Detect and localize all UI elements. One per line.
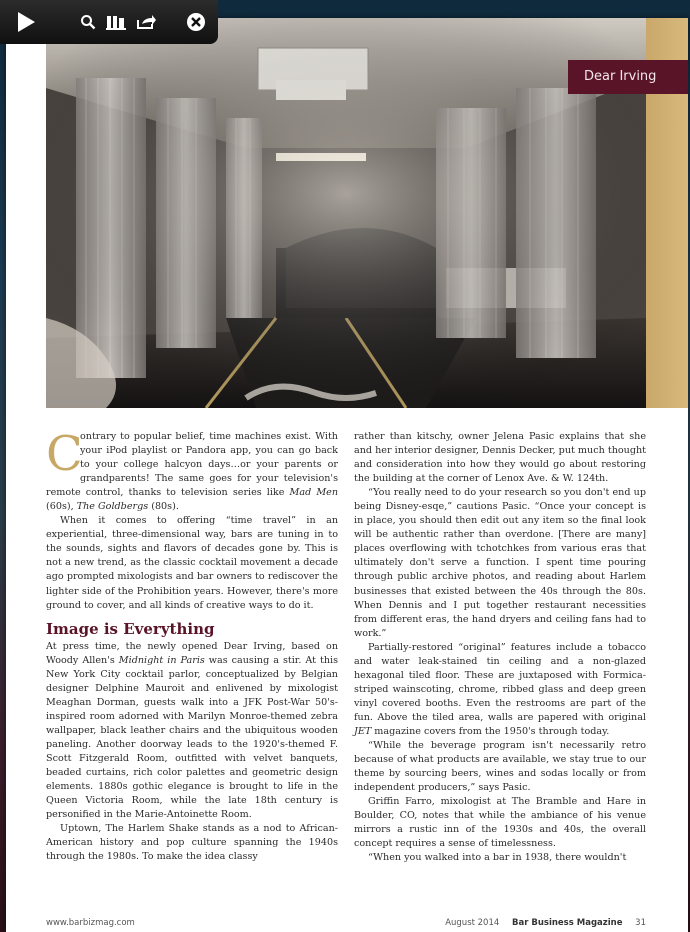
play-icon — [15, 10, 37, 34]
paragraph-right-5: Griffin Farro, mixologist at The Bramble and Hare in Boulder, CO, notes that while the ambiance of his venue mirrors a rustic inn of the 1930s and 40s, the overall concept requires a sense of timelessness. — [354, 796, 646, 850]
footer-issue-info — [445, 918, 646, 928]
share-button[interactable] — [132, 0, 160, 44]
reader-toolbar — [0, 0, 218, 44]
library-icon — [106, 14, 126, 30]
paragraph-right-6: “When you walked into a bar in 1938, there wouldn't — [368, 852, 627, 864]
page-number: 31 — [635, 918, 646, 928]
share-icon — [136, 14, 156, 30]
paragraph-right-4: “While the beverage program isn't necessarily retro because of what products are available, we stay true to our theme by sourcing beers, wines and sodas locally or from independent producers,” says Pasic. — [354, 740, 646, 794]
close-icon — [186, 12, 206, 32]
footer-issue: August 2014 — [445, 918, 500, 928]
footer-magazine: Bar Business Magazine — [512, 918, 623, 928]
article-right-column — [354, 430, 646, 865]
paragraph-time-travel: When it comes to offering “time travel” in an experiential, three-dimensional way, bars are tuning in to the sounds, sights and flavors of decades gone by. This is not a new trend, as the classic cocktail movement a decade ago prompted mixologists and bar owners to rediscover the lighter side of the Prohibition years. However, there's more ground to cover, and all kinds of creative ways to do it. — [46, 515, 338, 611]
drop-cap: C — [46, 426, 83, 482]
library-button[interactable] — [102, 0, 130, 44]
close-button[interactable] — [182, 0, 210, 44]
hero-photo-bar-interior — [46, 18, 646, 408]
search-button[interactable] — [74, 0, 102, 44]
play-button[interactable] — [6, 0, 46, 44]
article-left-column — [46, 426, 338, 864]
section-heading: Image is Everything — [46, 619, 215, 638]
paragraph-harlem-shake: Uptown, The Harlem Shake stands as a nod to African-American history and pop culture spanning the 1940s through the 1980s. To make the idea classy — [46, 823, 338, 863]
paragraph-right-1: rather than kitschy, owner Jelena Pasic explains that she and her interior designer, Dennis Decker, put much thought and consideration into how they would go about restoring the building at the corner of Lenox Ave. & W. 124th. — [354, 431, 646, 485]
footer-website[interactable]: www.barbizmag.com — [46, 918, 135, 928]
magazine-page — [6, 18, 688, 932]
intro-paragraph: C ontrary to popular belief, time machines exist. With your iPod playlist or Pandora app, you can go back to your college halcyon days…or your parents or grandparents! The same goes for your television's remote control, thanks to television series like Mad Men (60s), The Goldbergs (80s). — [46, 426, 338, 513]
paragraph-dear-irving: At press time, the newly opened Dear Irving, based on Woody Allen's Midnight in Paris was causing a stir. At this New York City cocktail parlor, conceptualized by Belgian designer Delphine Mauroit and enlivened by mixologist Meaghan Dorman, guests walk into a JFK Post-War 50's-inspired room adorned with Marilyn Monroe-themed zebra wallpaper, black leather chairs and the ubiquitous wooden paneling. Another doorway leads to the 1920's-themed F. Scott Fitzgerald Room, outfitted with velvet banquets, beaded curtains, rich color palettes and geometric design elements. 1880s gothic elegance is brought to life in the Queen Victoria Room, while the late 18th century is personified in the Marie-Antoinette Room. — [46, 640, 338, 821]
section-tab: Dear Irving — [568, 60, 688, 94]
search-icon — [80, 14, 96, 30]
paragraph-right-2: “You really need to do your research so you don't end up being Disney-esqe,” cautions Pasic. “Once your concept is in place, you should then edit out any item so the final look will be authentic rather than overdone. [There are many] places overflowing with tchotchkes from various eras that ultimately don't serve a function. I spent time pouring through public archive photos, and reading about Harlem businesses that existed between the 40s through the 80s. When Dennis and I put together restaurant necessities from different eras, the hand dryers and ceiling fans had to work.” — [354, 487, 646, 639]
paragraph-right-3: Partially-restored “original” features include a tobacco and water leak-stained tin ceiling and a non-glazed hexagonal tiled floor. These are juxtaposed with Formica-striped wainscoting, chrome, ribbed glass and deep green vinyl covered booths. Even the restrooms are part of the fun. Above the tiled area, walls are papered with original JET magazine covers from the 1950's through today. — [354, 641, 646, 737]
